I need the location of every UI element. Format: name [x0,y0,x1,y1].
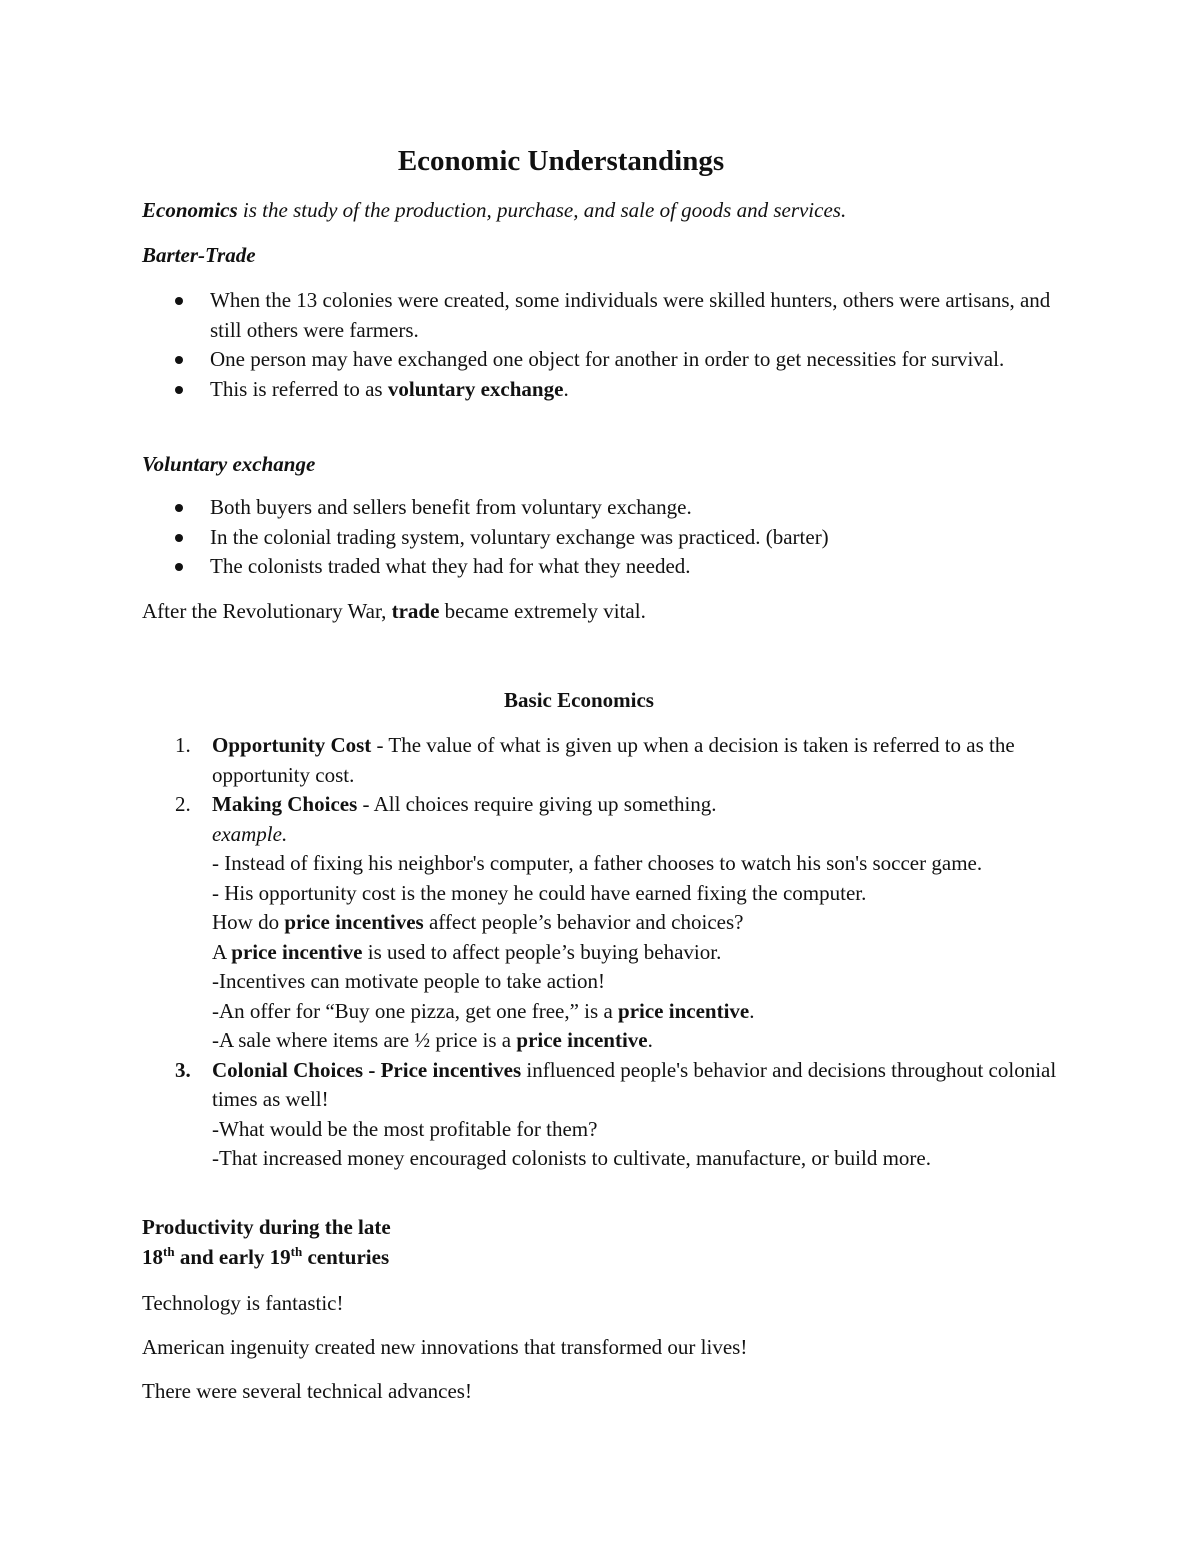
answer-bold: price incentive [231,939,363,964]
list-item-text: The colonists traded what they had for what they needed. [210,554,691,578]
after-war-prefix: After the Revolutionary War, [142,599,392,623]
list-item [142,286,1062,345]
list-item [142,523,1062,553]
sale-bold: price incentive [516,1028,648,1052]
list-item [142,345,1062,375]
answer-prefix: A [212,939,232,964]
example-line-1: - Instead of fixing his neighbor's computer, a father chooses to watch his son's soccer game. [212,851,983,875]
bullet-icon [175,386,183,394]
question-bold: price incentives [284,910,424,934]
after-war-bold: trade [391,599,440,623]
list-item-text: Both buyers and sellers benefit from voluntary exchange. [210,495,692,519]
item-number: 2. [175,792,191,816]
bullet-icon [175,504,183,512]
item-bold-2: Price incentives [380,1057,522,1082]
basic-economics-heading: Basic Economics [504,688,654,712]
item-text: influenced people's behavior and decisions throughout colonial times as well! [212,1057,1057,1111]
list-item-text: This is referred to as [210,376,388,401]
item-term: Colonial Choices [212,1057,364,1082]
paragraph: Technology is fantastic! [142,1291,344,1315]
incentive-line: -Incentives can motivate people to take action! [212,969,606,993]
paragraph: American ingenuity created new innovations that transformed our lives! [142,1335,748,1359]
paragraph: There were several technical advances! [142,1379,472,1403]
productivity-num: 18 [142,1244,163,1269]
list-item-bold: voluntary exchange [387,376,564,401]
item-number: 3. [175,1057,191,1082]
sale-suffix: . [647,1028,653,1052]
list-item-text: One person may have exchanged one object for another in order to get necessities for survival. [210,347,1005,371]
question-prefix: How do [212,910,285,934]
example-line-2: - His opportunity cost is the money he could have earned fixing the computer. [212,880,867,905]
item-text: - All choices require giving up something. [357,792,717,816]
answer-suffix: is used to affect people’s buying behavior. [362,939,722,964]
productivity-line-2 [142,1243,1072,1273]
productivity-sup-2: th [290,1243,303,1259]
after-war-suffix: became extremely vital. [439,599,646,623]
question-line [212,908,1072,938]
item-number: 1. [175,733,191,757]
productivity-heading [142,1213,1072,1272]
page-title: Economic Understandings [397,145,725,177]
profit-line: -What would be the most profitable for them? [212,1116,598,1141]
list-item-suffix: . [563,376,569,401]
bullet-icon [175,356,183,364]
list-item [142,493,1062,523]
productivity-mid: and early 19 [174,1244,291,1269]
barter-heading: Barter-Trade [142,243,256,267]
question-suffix: affect people’s behavior and choices? [423,910,744,934]
numbered-item-3 [142,1056,1072,1174]
productivity-end: centuries [302,1244,390,1269]
productivity-line-1: Productivity during the late [142,1215,391,1239]
money-line: -That increased money encouraged colonists to cultivate, manufacture, or build more. [212,1146,931,1170]
item-dash: - [363,1057,381,1082]
pizza-line [212,997,1072,1027]
basic-economics-list [142,731,1072,1174]
answer-line [212,938,1072,968]
item-term: Making Choices [212,792,358,816]
item-term: Opportunity Cost [212,733,372,757]
bullet-icon [175,563,183,571]
productivity-sup-1: th [163,1243,175,1259]
voluntary-list [142,493,1062,582]
intro-term: Economics [142,198,238,222]
example-label: example. [212,821,288,846]
pizza-bold: price incentive [618,998,750,1023]
pizza-prefix: -An offer for “Buy one pizza, get one free,” is a [212,998,619,1023]
list-item [142,375,1062,405]
intro-paragraph [142,196,1072,226]
numbered-item-2 [142,790,1072,1056]
list-item [142,552,1062,582]
after-war-paragraph [142,597,1072,627]
list-item-text: When the 13 colonies were created, some individuals were skilled hunters, others were artisans, and still others were farmers. [210,288,1051,342]
bullet-icon [175,297,183,305]
intro-definition: is the study of the production, purchase, and sale of goods and services. [237,198,847,222]
item-text: - The value of what is given up when a decision is taken is referred to as the opportunity cost. [212,733,1015,787]
barter-list [142,286,1062,404]
voluntary-heading: Voluntary exchange [142,452,316,476]
numbered-item-1 [142,731,1072,790]
bullet-icon [175,534,183,542]
sale-line [212,1026,1072,1056]
list-item-text: In the colonial trading system, voluntary exchange was practiced. (barter) [210,524,829,549]
sale-prefix: -A sale where items are ½ price is a [212,1028,517,1052]
pizza-suffix: . [749,998,755,1023]
